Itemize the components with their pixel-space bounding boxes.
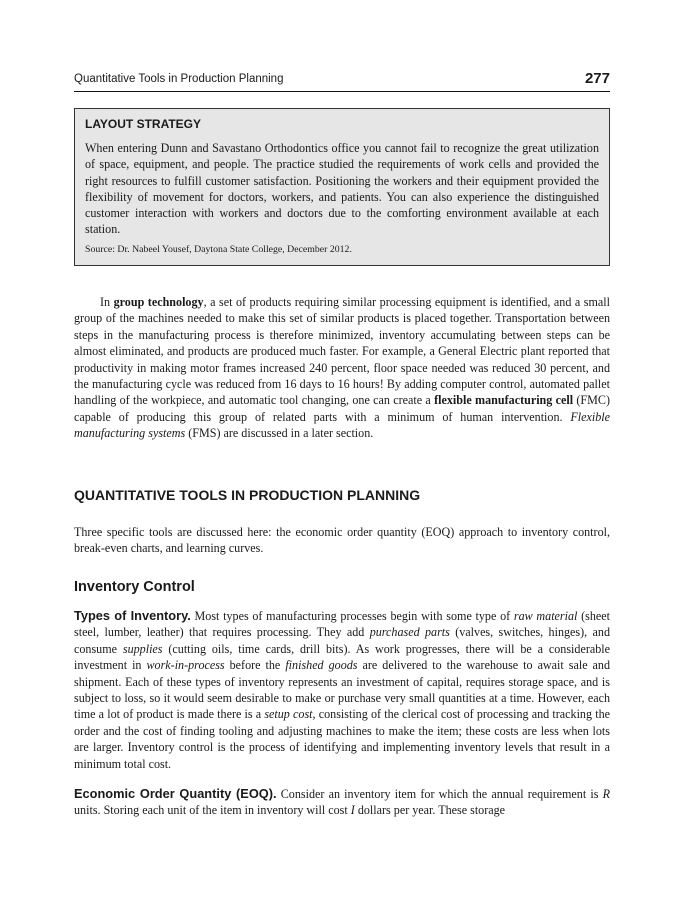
layout-strategy-box: [74, 108, 610, 266]
running-head: [74, 70, 610, 90]
text-run: (cutting oils, time cards, drill bits). As work progresses, there will be a considerable investment in: [74, 641, 611, 673]
variable-i: I: [350, 803, 355, 818]
text-run: (FMS) are discussed in a later section.: [185, 426, 374, 441]
text-run: (valves, switches, hinges), and consume: [74, 625, 610, 656]
page-number: 277: [584, 70, 610, 87]
header-rule: [74, 91, 610, 92]
text-run: (sheet steel, lumber, leather) that requires processing. They add: [74, 609, 611, 640]
term-flexible-manufacturing-cell: flexible manufacturing cell: [434, 393, 574, 408]
variable-r: R: [602, 787, 610, 801]
term-supplies: supplies: [122, 641, 163, 656]
text-run: Consider an inventory item for which the annual requirement is: [276, 787, 603, 801]
text-run: units. Storing each unit of the item in inventory will cost: [74, 803, 351, 818]
box-source: Source: Dr. Nabeel Yousef, Daytona State College, December 2012.: [85, 244, 352, 255]
term-purchased-parts: purchased parts: [369, 625, 450, 640]
group-technology-paragraph: [74, 294, 610, 442]
term-group-technology: group technology: [113, 295, 204, 309]
term-fms: Flexible manufacturing systems: [74, 409, 610, 441]
eoq-paragraph: [74, 786, 610, 819]
text-run: (FMC) capable of producing this group of related parts with a minimum of human intervention.: [74, 393, 611, 424]
section-heading: QUANTITATIVE TOOLS IN PRODUCTION PLANNING: [74, 487, 421, 503]
term-raw-material: raw material: [513, 609, 578, 623]
term-work-in-process: work-in-process: [146, 658, 225, 673]
box-title: LAYOUT STRATEGY: [85, 117, 202, 131]
term-setup-cost: setup cost,: [264, 707, 316, 722]
runin-types-of-inventory: Types of Inventory.: [74, 608, 191, 623]
text-run: before the: [224, 658, 286, 673]
running-title: Quantitative Tools in Production Planning: [74, 73, 284, 85]
subsection-heading: Inventory Control: [74, 579, 195, 595]
types-of-inventory-paragraph: [74, 608, 610, 772]
section-intro: Three specific tools are discussed here: the economic order quantity (EOQ) approach to inventory control, break-even charts, and learning curves.: [74, 525, 610, 556]
runin-eoq: Economic Order Quantity (EOQ).: [74, 786, 277, 801]
term-finished-goods: finished goods: [285, 658, 358, 673]
text-run: , a set of products requiring similar processing equipment is identified, and a small group of the machines needed to make this set of similar products is placed together. Transportation between steps in the manufacturing process is therefore minimized, inventory accumulating between steps can be almost eliminated, and products are produced much faster. For example, a General Electric plant reported that productivity in making motor frames increased 240 percent, floor space needed was reduced 30 percent, and the manufacturing cycle was reduced from 16 days to 16 hours! By adding computer control, automated pallet handling of the workpiece, and automatic tool changing, one can create a: [74, 295, 610, 408]
text-run: Most types of manufacturing processes begin with some type of: [190, 609, 514, 623]
box-body: When entering Dunn and Savastano Orthodontics office you cannot fail to recognize the great utilization of space, equipment, and people. The practice studied the requirements of work cells and provided the right resources to fulfill customer satisfaction. Positioning the workers and their equipment provided the flexibility of movement for doctors, workers, and patients. You can also experience the distinguished customer interaction with workers and doctors due to the comforting environment available at each station.: [85, 141, 599, 237]
text-run: are delivered to the warehouse to await sale and shipment. Each of these types of inventory represents an investment of capital, requires storage space, and is subject to loss, so it would seem desirable to make or purchase very small quantities at a time. However, each time a lot of product is made there is a: [74, 658, 611, 722]
text-run: consisting of the clerical cost of processing and tracking the order and the cost of finding tooling and adjusting machines to make the item; these costs are less when lots are larger. Inventory control is the process of identifying and implementing inventory levels that result in a minimum total cost.: [74, 707, 610, 771]
text-run: dollars per year. These storage: [354, 803, 506, 818]
text-run: In: [100, 295, 114, 309]
